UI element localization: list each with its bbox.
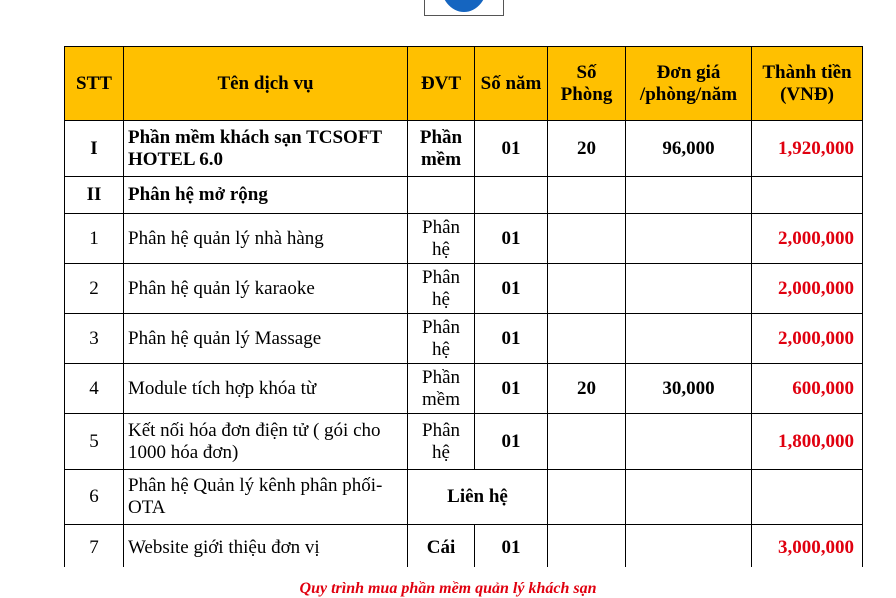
cell-total: 2,000,000 bbox=[752, 214, 863, 264]
cell-unit-price bbox=[626, 314, 752, 364]
cell-service: Kết nối hóa đơn điện tử ( gói cho 1000 hóa đơn) bbox=[124, 414, 408, 470]
header-service: Tên dịch vụ bbox=[124, 47, 408, 121]
cell-rooms bbox=[548, 314, 626, 364]
cell-unit: Cái bbox=[408, 525, 475, 571]
cell-unit-price bbox=[626, 177, 752, 214]
cell-years: 01 bbox=[475, 525, 548, 571]
table-row bbox=[65, 525, 863, 571]
cell-unit: Phần mềm bbox=[408, 121, 475, 177]
cell-stt: 6 bbox=[65, 470, 124, 525]
table-row bbox=[65, 214, 863, 264]
cell-unit-price bbox=[626, 414, 752, 470]
table-row bbox=[65, 177, 863, 214]
cell-rooms bbox=[548, 525, 626, 571]
cell-stt: 5 bbox=[65, 414, 124, 470]
table-row bbox=[65, 364, 863, 414]
cell-unit: Phân hệ bbox=[408, 264, 475, 314]
price-table bbox=[64, 46, 863, 571]
table-row bbox=[65, 470, 863, 525]
cell-service: Module tích hợp khóa từ bbox=[124, 364, 408, 414]
cell-service: Phân hệ quản lý Massage bbox=[124, 314, 408, 364]
cell-service: Phân hệ quản lý karaoke bbox=[124, 264, 408, 314]
cell-rooms bbox=[548, 264, 626, 314]
cell-rooms bbox=[548, 177, 626, 214]
cell-years: 01 bbox=[475, 314, 548, 364]
cell-total: 2,000,000 bbox=[752, 314, 863, 364]
cell-unit-price bbox=[626, 470, 752, 525]
cell-rooms: 20 bbox=[548, 364, 626, 414]
header-stt: STT bbox=[65, 47, 124, 121]
header-unit: ĐVT bbox=[408, 47, 475, 121]
cell-years: 01 bbox=[475, 264, 548, 314]
cell-total bbox=[752, 470, 863, 525]
cell-stt: 2 bbox=[65, 264, 124, 314]
cell-unit: Phân hệ bbox=[408, 214, 475, 264]
cell-unit bbox=[408, 177, 475, 214]
table-row bbox=[65, 414, 863, 470]
cell-unit-price bbox=[626, 264, 752, 314]
cell-years: 01 bbox=[475, 121, 548, 177]
cell-total: 2,000,000 bbox=[752, 264, 863, 314]
cell-unit-price bbox=[626, 214, 752, 264]
cell-total bbox=[752, 177, 863, 214]
cell-stt: 3 bbox=[65, 314, 124, 364]
cell-rooms bbox=[548, 470, 626, 525]
header-unit-price: Đơn giá /phòng/năm bbox=[626, 47, 752, 121]
header-rooms: Số Phòng bbox=[548, 47, 626, 121]
cell-contact: Liên hệ bbox=[408, 470, 548, 525]
table-row bbox=[65, 264, 863, 314]
cell-years: 01 bbox=[475, 414, 548, 470]
cell-service: Phần mềm khách sạn TCSOFT HOTEL 6.0 bbox=[124, 121, 408, 177]
cell-unit: Phần mềm bbox=[408, 364, 475, 414]
cell-stt: I bbox=[65, 121, 124, 177]
cell-rooms bbox=[548, 214, 626, 264]
cell-stt: 4 bbox=[65, 364, 124, 414]
cell-total: 600,000 bbox=[752, 364, 863, 414]
cell-service: Phân hệ Quản lý kênh phân phối- OTA bbox=[124, 470, 408, 525]
cell-service: Website giới thiệu đơn vị bbox=[124, 525, 408, 571]
footer-caption: Quy trình mua phần mềm quản lý khách sạn bbox=[299, 580, 597, 597]
cell-total: 1,920,000 bbox=[752, 121, 863, 177]
cell-unit-price: 30,000 bbox=[626, 364, 752, 414]
cell-unit-price: 96,000 bbox=[626, 121, 752, 177]
table-row bbox=[65, 121, 863, 177]
table-header-row bbox=[65, 47, 863, 121]
cell-stt: 1 bbox=[65, 214, 124, 264]
cell-rooms: 20 bbox=[548, 121, 626, 177]
cell-years bbox=[475, 177, 548, 214]
cell-years: 01 bbox=[475, 214, 548, 264]
table-row bbox=[65, 314, 863, 364]
cell-unit: Phân hệ bbox=[408, 314, 475, 364]
logo bbox=[424, 0, 504, 16]
cell-unit-price bbox=[626, 525, 752, 571]
header-years: Số năm bbox=[475, 47, 548, 121]
cell-rooms bbox=[548, 414, 626, 470]
cell-years: 01 bbox=[475, 364, 548, 414]
cell-total: 1,800,000 bbox=[752, 414, 863, 470]
header-total: Thành tiền (VNĐ) bbox=[752, 47, 863, 121]
cell-service: Phân hệ quản lý nhà hàng bbox=[124, 214, 408, 264]
cell-stt: 7 bbox=[65, 525, 124, 571]
cell-stt: II bbox=[65, 177, 124, 214]
cell-service: Phân hệ mở rộng bbox=[124, 177, 408, 214]
logo-circle-icon bbox=[440, 0, 488, 12]
cell-total: 3,000,000 bbox=[752, 525, 863, 571]
cell-unit: Phân hệ bbox=[408, 414, 475, 470]
